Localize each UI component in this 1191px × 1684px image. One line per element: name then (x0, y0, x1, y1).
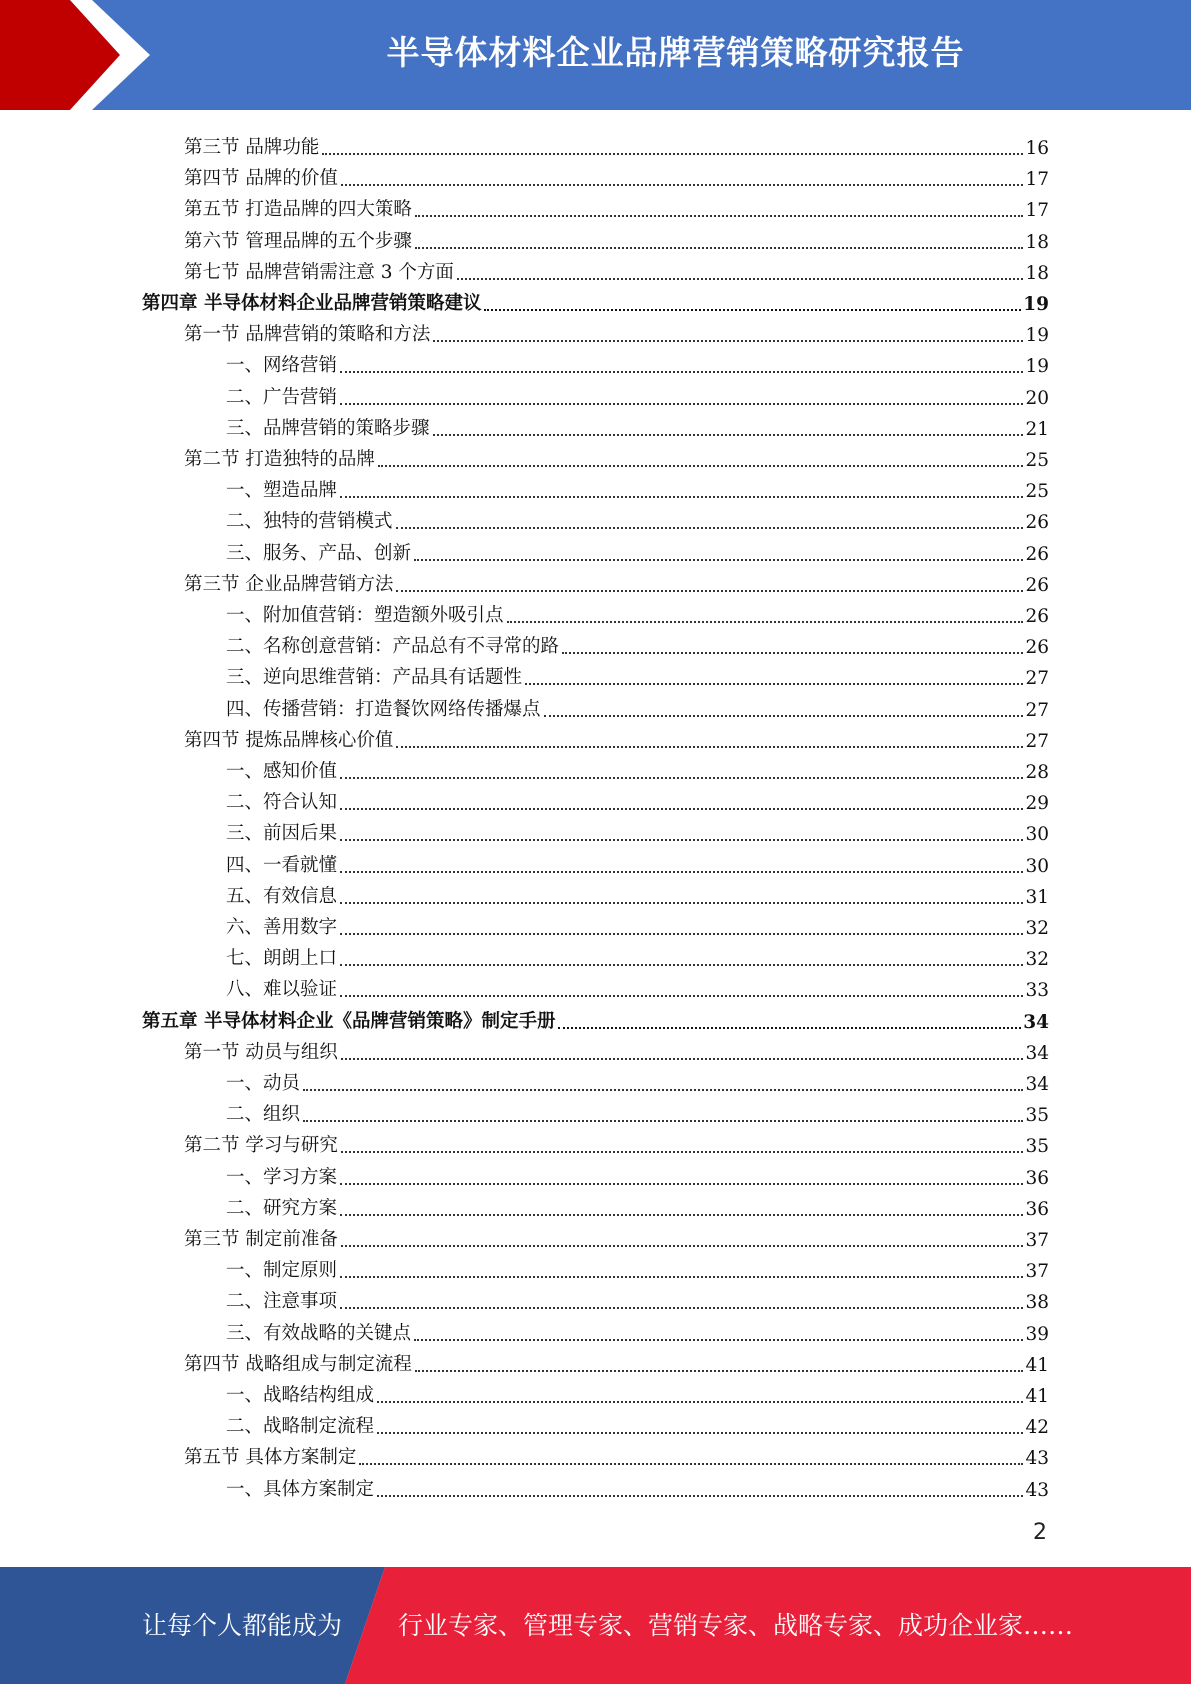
toc-entry-page: 18 (1025, 231, 1049, 253)
toc-dot-leader (340, 1287, 1023, 1309)
toc-entry-label: 第二节 学习与研究 (184, 1135, 338, 1157)
toc-dot-leader (341, 1225, 1024, 1247)
toc-section-entry[interactable] (184, 315, 1049, 346)
toc-entry-page: 28 (1025, 762, 1049, 783)
toc-entry-label: 第六节 管理品牌的五个步骤 (184, 230, 412, 252)
toc-entry-page: 35 (1025, 1105, 1049, 1127)
toc-entry-label: 三、有效战略的关键点 (226, 1322, 412, 1344)
toc-subsection-entry[interactable] (226, 1314, 1049, 1345)
toc-entry-page: 17 (1025, 200, 1049, 222)
toc-subsection-entry[interactable] (226, 1095, 1049, 1126)
toc-entry-page: 30 (1025, 824, 1049, 846)
toc-entry-page: 32 (1025, 918, 1049, 939)
toc-subsection-entry[interactable] (226, 1407, 1049, 1438)
toc-dot-leader (340, 819, 1023, 841)
toc-dot-leader (396, 726, 1023, 748)
toc-dot-leader (507, 601, 1024, 623)
toc-entry-page: 34 (1025, 1074, 1049, 1095)
toc-subsection-entry[interactable] (226, 502, 1049, 533)
toc-dot-leader (377, 1381, 1023, 1403)
toc-dot-leader (340, 757, 1023, 779)
toc-entry-label: 三、服务、产品、创新 (226, 542, 412, 564)
toc-entry-label: 一、感知价值 (226, 761, 338, 782)
toc-entry-page: 16 (1025, 138, 1049, 159)
toc-dot-leader (340, 913, 1023, 935)
toc-dot-leader (340, 788, 1023, 810)
toc-dot-leader (340, 351, 1023, 373)
toc-entry-label: 第四节 战略组成与制定流程 (184, 1353, 412, 1375)
toc-dot-leader (378, 445, 1024, 467)
toc-subsection-entry[interactable] (226, 814, 1049, 845)
toc-entry-page: 33 (1025, 980, 1049, 1002)
toc-entry-label: 第一节 动员与组织 (184, 1041, 338, 1063)
toc-entry-page: 36 (1025, 1198, 1049, 1220)
toc-entry-label: 第二节 打造独特的品牌 (184, 449, 375, 470)
toc-subsection-entry[interactable] (226, 1282, 1049, 1313)
toc-subsection-entry[interactable] (226, 409, 1049, 440)
toc-entry-page: 43 (1025, 1479, 1049, 1501)
toc-entry-page: 39 (1025, 1323, 1049, 1345)
toc-dot-leader (340, 1194, 1023, 1216)
page-number: 2 (1033, 1520, 1047, 1545)
toc-entry-label: 二、符合认知 (226, 792, 338, 814)
toc-subsection-entry[interactable] (226, 596, 1049, 627)
toc-entry-page: 37 (1025, 1230, 1049, 1251)
toc-section-entry[interactable] (184, 222, 1049, 253)
toc-entry-page: 27 (1025, 668, 1049, 690)
toc-entry-page: 29 (1025, 793, 1049, 815)
toc-entry-label: 一、网络营销 (226, 355, 338, 377)
toc-entry-page: 17 (1025, 169, 1049, 191)
toc-dot-leader (377, 1412, 1023, 1434)
toc-entry-page: 32 (1025, 949, 1049, 971)
toc-entry-page: 26 (1025, 606, 1049, 627)
toc-entry-page: 34 (1025, 1042, 1049, 1064)
toc-dot-leader (484, 289, 1021, 311)
toc-entry-page: 36 (1025, 1167, 1049, 1189)
toc-entry-label: 二、注意事项 (226, 1291, 338, 1313)
toc-subsection-entry[interactable] (226, 1470, 1049, 1501)
toc-dot-leader (340, 944, 1023, 966)
toc-chapter-entry[interactable] (142, 1002, 1049, 1033)
toc-entry-label: 一、动员 (226, 1073, 301, 1094)
toc-dot-leader (414, 539, 1023, 561)
toc-entry-label: 第四节 品牌的价值 (184, 168, 338, 190)
toc-subsection-entry[interactable] (226, 1064, 1049, 1095)
toc-entry-label: 第七节 品牌营销需注意 3 个方面 (184, 261, 454, 283)
toc-entry-label: 一、战略结构组成 (226, 1385, 375, 1406)
toc-section-entry[interactable] (184, 1220, 1049, 1251)
toc-section-entry[interactable] (184, 1345, 1049, 1376)
toc-dot-leader (340, 882, 1023, 904)
toc-section-entry[interactable] (184, 253, 1049, 284)
toc-entry-label: 二、研究方案 (226, 1197, 338, 1219)
toc-subsection-entry[interactable] (226, 534, 1049, 565)
toc-dot-leader (340, 851, 1023, 873)
toc-entry-page: 19 (1025, 325, 1049, 347)
toc-entry-label: 四、传播营销：打造餐饮网络传播爆点 (226, 698, 541, 720)
toc-dot-leader (415, 195, 1024, 217)
toc-subsection-entry[interactable] (226, 378, 1049, 409)
toc-entry-label: 第五章 半导体材料企业《品牌营销策略》制定手册 (142, 1010, 556, 1032)
toc-dot-leader (433, 414, 1024, 436)
toc-entry-label: 七、朗朗上口 (226, 948, 338, 970)
toc-entry-page: 34 (1023, 1011, 1049, 1033)
toc-dot-leader (562, 632, 1023, 654)
toc-section-entry[interactable] (184, 128, 1049, 159)
toc-chapter-entry[interactable] (142, 284, 1049, 315)
toc-entry-label: 第一节 品牌营销的策略和方法 (184, 324, 431, 346)
toc-entry-label: 二、组织 (226, 1104, 301, 1126)
toc-entry-label: 三、前因后果 (226, 823, 338, 845)
toc-entry-page: 27 (1025, 730, 1049, 752)
toc-subsection-entry[interactable] (226, 1251, 1049, 1282)
toc-dot-leader (415, 227, 1024, 249)
toc-dot-leader (558, 1007, 1021, 1029)
toc-entry-page: 25 (1025, 481, 1049, 503)
toc-entry-label: 二、广告营销 (226, 386, 338, 408)
toc-entry-page: 27 (1025, 699, 1049, 721)
toc-subsection-entry[interactable] (226, 752, 1049, 783)
toc-entry-label: 第三节 制定前准备 (184, 1229, 338, 1250)
toc-dot-leader (340, 1163, 1023, 1185)
toc-entry-label: 第三节 品牌功能 (184, 137, 320, 158)
toc-entry-page: 43 (1025, 1448, 1049, 1470)
toc-entry-label: 第五节 打造品牌的四大策略 (184, 199, 412, 221)
toc-section-entry[interactable] (184, 1126, 1049, 1157)
toc-subsection-entry[interactable] (226, 939, 1049, 970)
toc-entry-label: 八、难以验证 (226, 979, 338, 1001)
toc-entry-label: 一、塑造品牌 (226, 480, 338, 502)
toc-subsection-entry[interactable] (226, 346, 1049, 377)
toc-dot-leader (525, 663, 1023, 685)
toc-entry-page: 42 (1025, 1417, 1049, 1439)
toc-entry-page: 20 (1025, 387, 1049, 409)
toc-entry-label: 一、具体方案制定 (226, 1478, 375, 1500)
toc-entry-page: 26 (1025, 543, 1049, 565)
toc-entry-page: 38 (1025, 1292, 1049, 1314)
toc-dot-leader (341, 1038, 1024, 1060)
toc-entry-label: 第四章 半导体材料企业品牌营销策略建议 (142, 293, 482, 314)
toc-entry-label: 二、战略制定流程 (226, 1416, 375, 1438)
toc-entry-label: 六、善用数字 (226, 917, 338, 938)
toc-entry-label: 一、制定原则 (226, 1260, 338, 1282)
toc-dot-leader (340, 383, 1023, 405)
toc-subsection-entry[interactable] (226, 970, 1049, 1001)
toc-section-entry[interactable] (184, 190, 1049, 221)
toc-dot-leader (544, 695, 1024, 717)
toc-dot-leader (433, 320, 1023, 342)
toc-dot-leader (303, 1069, 1023, 1091)
toc-dot-leader (341, 1131, 1024, 1153)
toc-entry-label: 第三节 企业品牌营销方法 (184, 573, 394, 595)
toc-dot-leader (396, 507, 1024, 529)
toc-entry-label: 四、一看就懂 (226, 854, 338, 876)
toc-entry-page: 26 (1025, 574, 1049, 596)
toc-section-entry[interactable] (184, 1438, 1049, 1469)
toc-dot-leader (340, 1256, 1023, 1278)
toc-entry-label: 二、独特的营销模式 (226, 511, 393, 533)
toc-subsection-entry[interactable] (226, 658, 1049, 689)
toc-dot-leader (377, 1475, 1023, 1497)
toc-entry-label: 三、品牌营销的策略步骤 (226, 417, 430, 439)
toc-section-entry[interactable] (184, 565, 1049, 596)
toc-dot-leader (457, 258, 1024, 280)
toc-entry-label: 五、有效信息 (226, 885, 338, 907)
toc-subsection-entry[interactable] (226, 877, 1049, 908)
toc-entry-page: 30 (1025, 855, 1049, 877)
toc-dot-leader (340, 476, 1023, 498)
toc-entry-label: 三、逆向思维营销：产品具有话题性 (226, 667, 523, 689)
toc-subsection-entry[interactable] (226, 1376, 1049, 1407)
toc-subsection-entry[interactable] (226, 627, 1049, 658)
toc-subsection-entry[interactable] (226, 471, 1049, 502)
toc-entry-label: 一、附加值营销：塑造额外吸引点 (226, 605, 504, 626)
toc-entry-page: 18 (1025, 262, 1049, 284)
toc-subsection-entry[interactable] (226, 1158, 1049, 1189)
document-title: 半导体材料企业品牌营销策略研究报告 (386, 33, 965, 72)
toc-entry-page: 19 (1023, 294, 1049, 315)
toc-entry-page: 41 (1025, 1386, 1049, 1407)
toc-entry-label: 二、名称创意营销：产品总有不寻常的路 (226, 636, 560, 658)
page-footer (0, 1567, 1191, 1684)
toc-section-entry[interactable] (184, 159, 1049, 190)
toc-dot-leader (396, 570, 1023, 592)
toc-dot-leader (303, 1100, 1023, 1122)
toc-section-entry[interactable] (184, 440, 1049, 471)
toc-dot-leader (414, 1319, 1023, 1341)
toc-entry-page: 25 (1025, 450, 1049, 471)
toc-dot-leader (359, 1443, 1023, 1465)
toc-entry-label: 第五节 具体方案制定 (184, 1447, 357, 1469)
toc-section-entry[interactable] (184, 1033, 1049, 1064)
toc-subsection-entry[interactable] (226, 846, 1049, 877)
toc-subsection-entry[interactable] (226, 690, 1049, 721)
toc-subsection-entry[interactable] (226, 908, 1049, 939)
toc-dot-leader (340, 975, 1023, 997)
toc-entry-page: 41 (1025, 1354, 1049, 1376)
footer-slogan-right: 行业专家、管理专家、营销专家、战略专家、成功企业家…… (398, 1611, 1074, 1640)
toc-subsection-entry[interactable] (226, 783, 1049, 814)
page-header (0, 0, 1191, 110)
toc-entry-label: 第四节 提炼品牌核心价值 (184, 729, 394, 751)
toc-entry-page: 31 (1025, 886, 1049, 908)
toc-section-entry[interactable] (184, 721, 1049, 752)
toc-entry-page: 35 (1025, 1136, 1049, 1158)
toc-entry-page: 21 (1025, 418, 1049, 440)
toc-entry-page: 19 (1025, 356, 1049, 378)
toc-dot-leader (322, 133, 1023, 155)
toc-subsection-entry[interactable] (226, 1189, 1049, 1220)
toc-entry-label: 一、学习方案 (226, 1166, 338, 1188)
toc-dot-leader (415, 1350, 1024, 1372)
toc-dot-leader (341, 164, 1024, 186)
toc-entry-page: 26 (1025, 512, 1049, 534)
toc-entry-page: 26 (1025, 637, 1049, 659)
toc-entry-page: 37 (1025, 1261, 1049, 1283)
footer-slogan-left: 让每个人都能成为 (142, 1611, 343, 1640)
